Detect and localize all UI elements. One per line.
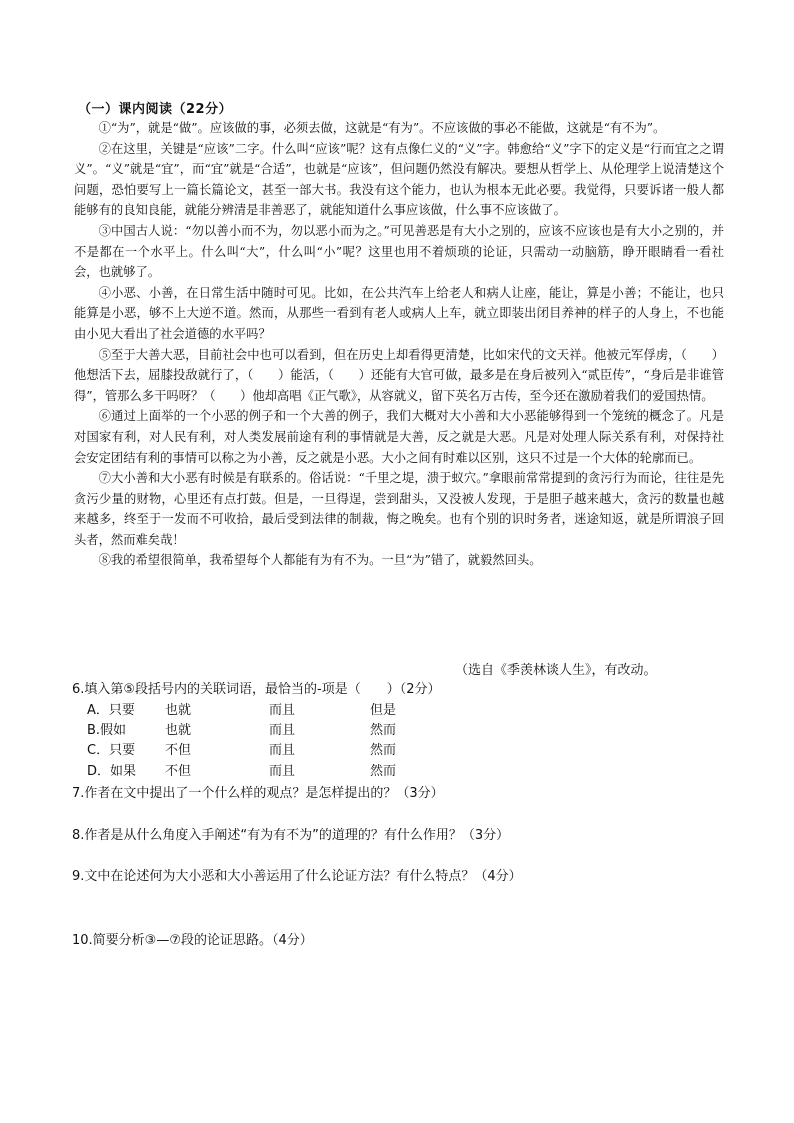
paragraph-4: ④小恶、小善，在日常生活中随时可见。比如，在公共汽车上给老人和病人让座，能让，算是小善；不能让，也只能算是小恶，够不上大逆不道。然而，从那些一看到有老人或病人上车，就立即装出闭目养神的样子的人身上，不也能由小见大看出了社会道德的水平吗？ [74,285,724,341]
option-word: 然而 [370,764,397,779]
option-row-d [87,762,487,782]
option-row-b [87,721,487,741]
option-word: 而且 [269,723,296,738]
option-word: 不但 [165,743,192,758]
paragraph-1: ①“为”，就是“做”。应该做的事，必须去做，这就是“有为”。不应该做的事必不能做，这就是“有不为”。 [98,121,666,135]
option-word: 然而 [370,723,397,738]
option-label: D．如果 [87,764,137,779]
question-10: 10.简要分析③—⑦段的论证思路。（4分） [72,933,313,948]
question-7: 7.作者在文中提出了一个什么样的观点？是怎样提出的？（3分） [72,786,444,801]
option-label: B.假如 [87,723,127,738]
paragraph-6: ⑥通过上面举的一个小恶的例子和一个大善的例子，我们大概对大小善和大小恶能够得到一个笼统的概念了。凡是对国家有利，对人民有利，对人类发展前途有利的事情就是大善，反之就是大恶。凡是对处理人际关系有利，对保持社会安定团结有利的事情可以称之为小善，反之就是小恶。大小之间有时难以区别，这只不过是一个大体的轮廓而已。 [74,409,724,465]
question-8: 8.作者是从什么角度入手阐述“有为有不为”的道理的？有什么作用？（3分） [72,828,510,843]
paragraph-2: ②在这里，关键是“应该”二字。什么叫“应该”呢？这有点像仁义的“义”字。韩愈给“义”字下的定义是“行而宜之之谓义”。“义”就是“宜”，而“宜”就是“合适”，也就是“应该”，但问题仍然没有解决。要想从哲学上、从伦理学上说清楚这个问题，恐怕要写上一篇长篇论文，甚至一部大书。我没有这个能力，也认为根本无此必要。我觉得，只要诉诸一般人都能够有的良知良能，就能分辨清是非善恶了，就能知道什么事应该做，什么事不应该做了。 [74,141,724,218]
option-row-a [87,701,487,721]
source-citation: （选自《季羡林谈人生》，有改动。 [455,663,657,678]
option-word: 而且 [269,743,296,758]
option-word: 而且 [269,703,296,718]
paragraph-8: ⑧我的希望很简单，我希望每个人都能有为有不为。一旦“为”错了，就毅然回头。 [98,553,542,568]
paragraph-7: ⑦大小善和大小恶有时候是有联系的。俗话说：“千里之堤，溃于蚁穴。”拿眼前常常提到的贪污行为而论，往往是先贪污少量的财物，心里还有点打鼓。但是，一旦得逞，尝到甜头，又没被人发现，于是胆子越来越大，贪污的数量也越来越多，终至于一发而不可收拾，最后受到法律的制裁，悔之晚矣。也有个别的识时务者，迷途知返，就是所谓浪子回头者，然而难矣哉！ [74,471,724,547]
paragraph-5: ⑤至于大善大恶，目前社会中也可以看到，但在历史上却看得更清楚，比如宋代的文天祥。他被元军俘虏，（ ）他想活下去，屈膝投敌就行了，（ ）能活，（ ）还能有大官可做，最多是在身后被列入“贰臣传”，“身后是非谁管得”，管那么多干吗呀？（ ）他却高唱《正气歌》，从容就义，留下英名万古传，至今还在激励着我们的爱国热情。 [74,347,724,403]
reading-passage [74,118,724,571]
option-word: 而且 [269,764,296,779]
question-6: 6.填入第⑤段括号内的关联词语，最恰当的-项是（ ）（2分） [72,682,441,697]
question-9: 9.文中在论述何为大小恶和大小善运用了什么论证方法？有什么特点？（4分） [72,869,522,884]
option-word: 但是 [370,703,397,718]
section-heading: （一）课内阅读（22分） [78,102,233,117]
option-label: C．只要 [87,743,136,758]
paragraph-3: ③中国古人说：“勿以善小而不为，勿以恶小而为之。”可见善恶是有大小之别的，应该不应该也是有大小之别的，并不是都在一个水平上。什么叫“大”，什么叫“小”呢？这里也用不着烦琐的论证，只需动一动脑筋，睁开眼睛看一看社会，也就够了。 [74,223,724,280]
option-label: A．只要 [87,703,135,718]
option-word: 然而 [370,743,397,758]
option-word: 也就 [165,703,192,718]
option-word: 也就 [165,723,192,738]
option-row-c [87,741,487,761]
option-word: 不但 [165,764,192,779]
